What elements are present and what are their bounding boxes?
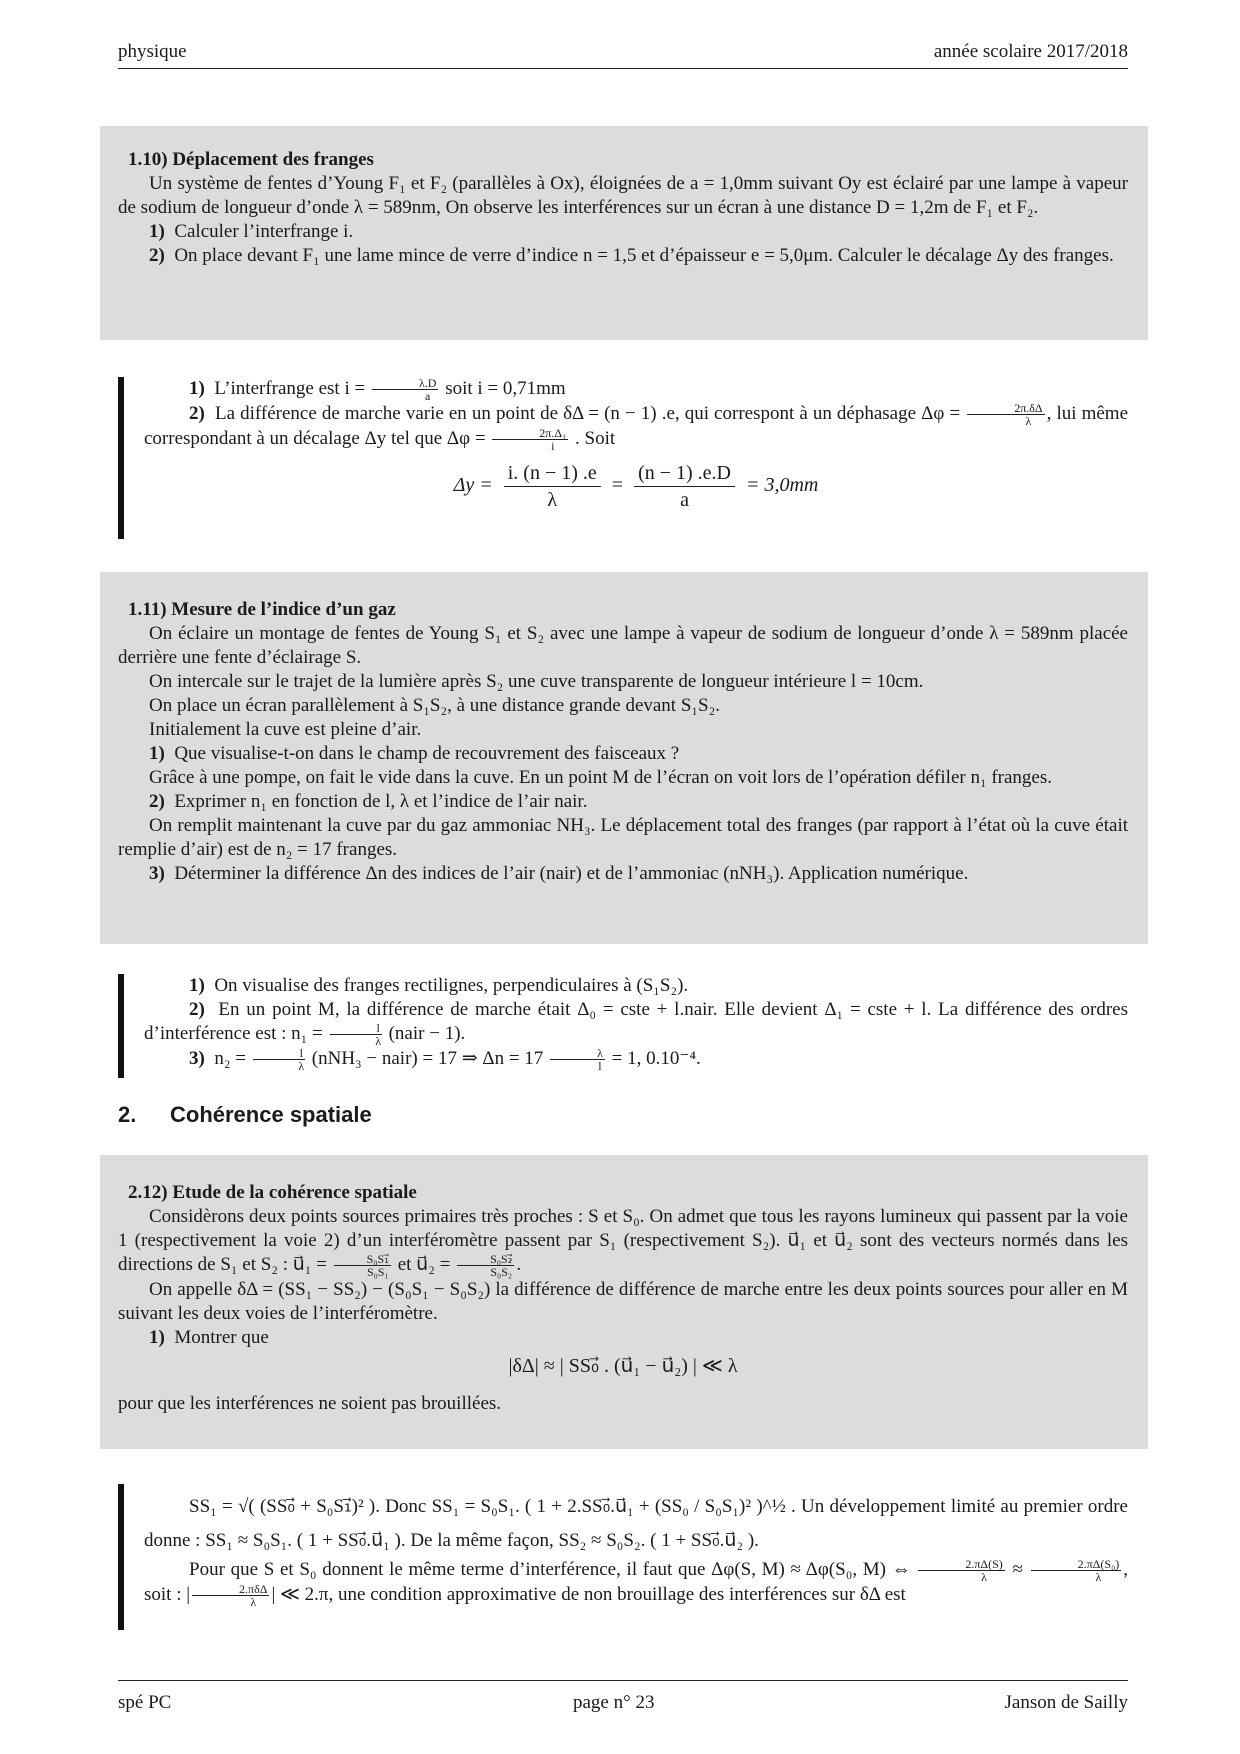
question-number: 1) — [149, 221, 165, 242]
footer-page-number: page n° 23 — [573, 1692, 655, 1713]
answer-text: (nNH₃ − nair) = 17 ⇒ Δn = 17 — [311, 1048, 544, 1070]
fraction: $\frac{\text{S₀S₂⃗}}{\text{S₀S₂}}$ — [457, 1253, 514, 1278]
fraction: $\frac{\text{2.πΔ(S₀)}}{\lambda}$ — [1031, 1558, 1122, 1583]
answer-text: SS₁ = √( (SS₀⃗ + S₀S₁⃗)² ). Donc SS₁ = S₀S₁. ( 1 + 2.SS₀⃗.u⃗₁ + (SS₀ / S₀S₁)² )^½ . Un développement limité au premier ordre donne : SS₁ ≈ S₀S₁. ( 1 + SS₀⃗.u⃗₁ ). De la même façon, SS₂ ≈ S₀S₂. ( 1 + SS₀⃗.u⃗₂ ). — [144, 1496, 1128, 1551]
header-subject: physique — [118, 41, 187, 62]
exercise-text: On remplit maintenant la cuve par du gaz ammoniac NH₃. Le déplacement total des franges (par rapport à l’état où la cuve était remplie d’air) est de n₂ = 17 franges. — [118, 815, 1128, 860]
answer-bar — [118, 974, 124, 1078]
exercise-1-11 — [100, 572, 1148, 944]
exercise-title: 2.12) Etude de la cohérence spatiale — [128, 1182, 417, 1203]
answer-number: 1) — [189, 975, 205, 996]
question-text: Exprimer n₁ en fonction de l, λ et l’indice de l’air nair. — [174, 791, 588, 812]
exercise-title: 1.11) Mesure de l’indice d’un gaz — [128, 599, 396, 620]
answer-text: = 1, 0.10⁻⁴. — [611, 1048, 701, 1070]
exercise-text: Un système de fentes d’Young F₁ et F₂ (parallèles à Ox), éloignées de a = 1,0mm suivant Oy est éclairé par une lampe à vapeur de sodium de longueur d’onde λ = 589nm, On observe les interférences sur un écran à une distance D = 1,2m de F₁ et F₂. — [118, 173, 1128, 218]
exercise-text: On intercale sur le trajet de la lumière après S₂ une cuve transparente de longueur intérieure l = 10cm. — [149, 671, 924, 692]
exercise-text: Considèrons deux points sources primaires très proches : S et S₀. On admet que tous les rayons lumineux qui passent par la voie 1 (respectivement la voie 2) d’un interféromètre passent par S₁ (respectivement S₂). u⃗₁ et u⃗₂ sont des vecteurs normés dans les directions de S₁ et S₂ : u⃗₁ = — [118, 1206, 1128, 1275]
header-year: année scolaire 2017/2018 — [933, 41, 1128, 62]
display-equation: |δΔ| ≈ | SS₀⃗ . (u⃗₁ − u⃗₂) | ≪ λ — [508, 1355, 738, 1378]
display-equation: Δy = $\frac{i. (n - 1) .e}{\lambda}$ = $\frac{(n - 1) .e.D}{a}$ = 3,0mm — [453, 462, 819, 512]
footer-class: spé PC — [118, 1692, 172, 1713]
answer-2-12: SS₁ = √( (SS₀⃗ + S₀S₁⃗)² ). Donc SS₁ = S₀S₁. ( 1 + 2.SS₀⃗.u⃗₁ + (SS₀ / S₀S₁)² )^½ . Un développement limité au premier ordre donne : SS₁ ≈ S₀S₁. ( 1 + SS₀⃗.u⃗₁ ). De la même façon, SS₂ ≈ S₀S₂. ( 1 + SS₀⃗.u⃗₂ ). Pour que S et S₀ donnent le même terme d’interférence, il faut que Δφ(S, M) ≈ Δφ(S₀, M) ⇔ $\frac{2.\pi\Delta(S)}{\lambda}$ ≈ $\frac{\text{2.πΔ(S₀)}}{\lambda}$ , soit : | $\frac{\text{2.πδΔ}}{\lambda}$ | ≪ 2.π, une condition approximative de non brouillage des interférences sur δΔ est — [118, 1484, 1128, 1630]
exercise-text: Initialement la cuve est pleine d’air. — [149, 719, 422, 740]
question-number: 1) — [149, 1327, 165, 1349]
exercise-text: et u⃗₂ = — [397, 1254, 451, 1275]
fraction: $\frac{2\pi.\delta\Delta}{\lambda}$ — [967, 402, 1044, 427]
exercise-2-12: 2.12) Etude de la cohérence spatiale Considèrons deux points sources primaires très proches : S et S₀. On admet que tous les rayons lumineux qui passent par la voie 1 (respectivement la voie 2) d’un interféromètre passent par S₁ (respectivement S₂). u⃗₁ et u⃗₂ sont des vecteurs normés dans les directions de S₁ et S₂ : u⃗₁ = $\frac{\text{S₀S₁⃗}}{\text{S₀S₁}}$ et u⃗₂ = $\frac{\text{S₀S₂⃗}}{\text{S₀S₂}}$ . On appelle δΔ = (SS₁ − SS₂) − (S₀S₁ − S₀S₂) la différence de différence de marche entre les deux points sources pour aller en M suivant les deux voies de l’interféromètre. 1) Montrer que |δΔ| ≈ | SS₀⃗ . (u⃗₁ − u⃗₂) | ≪ λ pour que les interférences ne soient pas brouillées. — [100, 1155, 1148, 1449]
fraction: $\frac{\lambda}{l}$ — [550, 1047, 605, 1072]
fraction: $\frac{2.\pi\Delta(S)}{\lambda}$ — [918, 1558, 1004, 1583]
section-number: 2. — [118, 1102, 137, 1127]
answer-number: 2) — [189, 999, 205, 1020]
exercise-text: On appelle δΔ = (SS₁ − SS₂) − (S₀S₁ − S₀S₂) la différence de différence de marche entre les deux points sources pour aller en M suivant les deux voies de l’interféromètre. — [118, 1279, 1128, 1325]
answer-text: On visualise des franges rectilignes, perpendiculaires à (S₁S₂). — [214, 975, 689, 996]
exercise-text: Grâce à une pompe, on fait le vide dans la cuve. En un point M de l’écran on voit lors de l’opération défiler n₁ franges. — [149, 767, 1053, 788]
question-number: 2) — [149, 245, 165, 266]
question-number: 3) — [149, 863, 165, 884]
section-heading — [118, 1103, 372, 1127]
question-text: Que visualise-t-on dans le champ de recouvrement des faisceaux ? — [174, 743, 680, 764]
footer-school: Janson de Sailly — [1004, 1692, 1128, 1713]
question-number: 2) — [149, 791, 165, 812]
answer-text: n₂ = — [214, 1048, 246, 1070]
fraction: $\frac{\text{S₀S₁⃗}}{\text{S₀S₁}}$ — [334, 1253, 391, 1278]
answer-text: (nair − 1). — [388, 1023, 466, 1044]
answer-1-11 — [118, 974, 1128, 1078]
answer-bar — [118, 377, 124, 539]
exercise-text: pour que les interférences ne soient pas brouillées. — [118, 1393, 502, 1415]
page-header — [118, 40, 1128, 69]
exercise-text: On éclaire un montage de fentes de Young S₁ et S₂ avec une lampe à vapeur de sodium de longueur d’onde λ = 589nm placée derrière une fente d’éclairage S. — [118, 623, 1128, 668]
exercise-1-10 — [100, 126, 1148, 340]
exercise-text: On place un écran parallèlement à S₁S₂, à une distance grande devant S₁S₂. — [149, 695, 720, 716]
answer-bar — [118, 1484, 124, 1630]
question-text: Montrer que — [174, 1327, 269, 1349]
answer-number: 3) — [189, 1048, 205, 1070]
answer-number: 2) — [189, 403, 205, 425]
answer-text: . Soit — [575, 428, 616, 450]
answer-text: | ≪ 2.π, une condition approximative de non brouillage des interférences sur δΔ est — [271, 1584, 906, 1606]
answer-number: 1) — [189, 378, 205, 399]
question-number: 1) — [149, 743, 165, 764]
fraction: $\frac{l}{\lambda}$ — [330, 1022, 382, 1047]
fraction: $\frac{l}{\lambda}$ — [253, 1047, 305, 1072]
exercise-title: 1.10) Déplacement des franges — [128, 149, 374, 170]
question-text: Déterminer la différence Δn des indices de l’air (nair) et de l’ammoniac (nNH₃). Application numérique. — [174, 863, 969, 884]
fraction: $\frac{\lambda.D}{a}$ — [372, 377, 438, 402]
answer-text: En un point M, la différence de marche était Δ₀ = cste + l.nair. Elle devient Δ₁ = cste + l. La différence des ordres d’interférence est : n₁ = — [144, 999, 1128, 1044]
question-text: On place devant F₁ une lame mince de verre d’indice n = 1,5 et d’épaisseur e = 5,0μm. Calculer le décalage Δy des franges. — [174, 245, 1114, 266]
answer-text: L’interfrange est i = — [214, 378, 366, 399]
page-footer — [118, 1680, 1128, 1721]
answer-text: La différence de marche varie en un point de δΔ = (n − 1) .e, qui correspont à un déphasage Δφ = — [214, 403, 961, 425]
fraction: $\frac{\text{2π.Δ₁}}{i}$ — [492, 427, 568, 452]
question-text: Calculer l’interfrange i. — [174, 221, 354, 242]
answer-1-10 — [118, 377, 1128, 539]
answer-text: soit i = 0,71mm — [445, 378, 566, 399]
answer-text: Pour que S et S₀ donnent le même terme d’interférence, il faut que Δφ(S, M) ≈ Δφ(S₀, M) ⇔ — [189, 1559, 911, 1580]
answer-text: , lui même correspondant à un décalage Δy tel que Δφ = — [144, 403, 1129, 450]
section-title: Cohérence spatiale — [170, 1102, 372, 1127]
fraction: $\frac{\text{2.πδΔ}}{\lambda}$ — [192, 1583, 269, 1608]
